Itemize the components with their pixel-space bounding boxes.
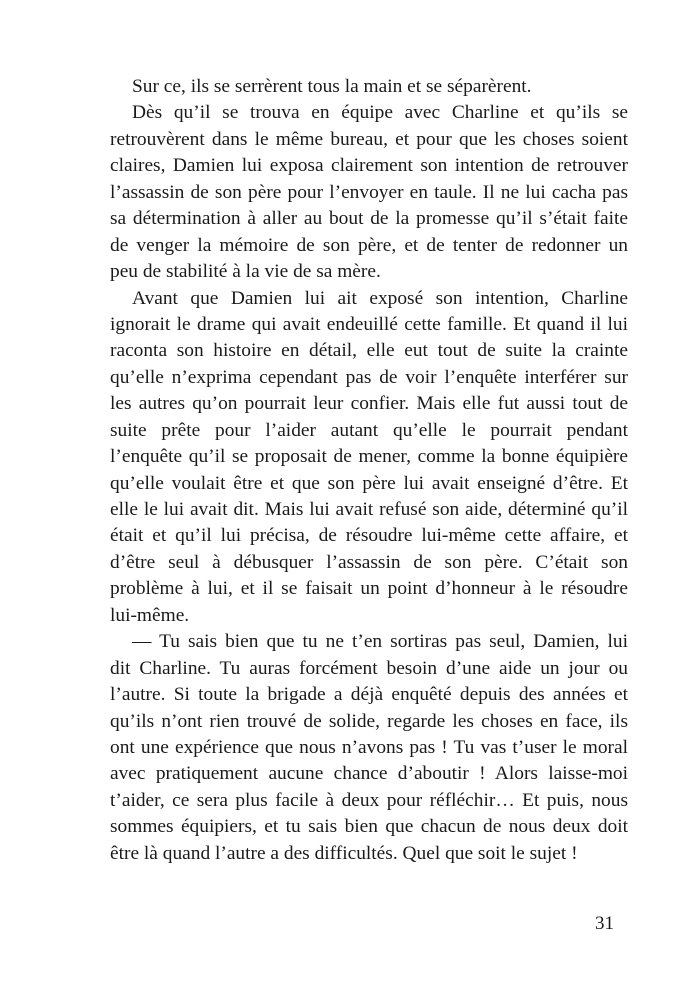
text-line: avec pratiquement aucune chance d’aboutir ! Alors laisse-moi [110, 763, 628, 785]
text-line: suite prête pour l’aider autant qu’elle le pourrait pendant [110, 419, 628, 441]
text-line: elle le lui avait dit. Mais lui avait refusé son aide, déterminé qu’il [110, 499, 628, 520]
text-line: dit Charline. Tu auras forcément besoin d’une aide un jour ou [110, 657, 628, 679]
text-line: les autres qu’on pourrait leur confier. Mais elle fut aussi tout de [110, 393, 628, 415]
text-line: claires, Damien lui exposa clairement son intention de retrouver [110, 155, 628, 177]
text-line: ont une expérience que nous n’avons pas ! Tu vas t’user le moral [110, 736, 628, 758]
text-line: raconta son histoire en détail, elle eut tout de suite la crainte [110, 340, 628, 362]
text-line: lui-même. [110, 604, 190, 626]
text-line: Avant que Damien lui ait exposé son intention, Charline [132, 287, 628, 309]
page-number: 31 [595, 913, 614, 934]
paragraph-3 [110, 286, 628, 630]
text-line: sa détermination à aller au bout de la promesse qu’il s’était faite [110, 208, 628, 230]
text-line: peu de stabilité à la vie de sa mère. [110, 261, 381, 283]
text-line: — Tu sais bien que tu ne t’en sortiras pas seul, Damien, lui [132, 631, 628, 653]
text-line: qu’ils n’ont rien trouvé de solide, regarde les choses en face, ils [110, 710, 628, 732]
text-line: était et qu’il lui précisa, de résoudre lui-même cette affaire, et [110, 525, 628, 547]
paragraph-4-dialogue [110, 629, 628, 867]
text-line: qu’elle n’exprima cependant pas de voir l’enquête interférer sur [110, 366, 628, 388]
text-line: l’enquête qu’il se proposait de mener, comme la bonne équipière [110, 446, 628, 468]
text-line: l’assassin de son père pour l’envoyer en taule. Il ne lui cacha pas [110, 181, 628, 203]
text-line: l’autre. Si toute la brigade a déjà enquêté depuis des années et [110, 684, 628, 706]
body-text [110, 74, 628, 867]
text-line: être là quand l’autre a des difficultés. Quel que soit le sujet ! [110, 842, 578, 864]
text-line: d’être seul à débusquer l’assassin de son père. C’était son [110, 551, 628, 573]
text-line: ignorait le drame qui avait endeuillé cette famille. Et quand il lui [110, 313, 628, 335]
text-line: retrouvèrent dans le même bureau, et pour que les choses soient [110, 128, 628, 150]
text-line: qu’elle voulait être et que son père lui avait enseigné d’être. Et [110, 472, 628, 494]
text-line: sommes équipiers, et tu sais bien que chacun de nous deux doit [110, 816, 628, 838]
paragraph-2 [110, 100, 628, 285]
text-line: Dès qu’il se trouva en équipe avec Charline et qu’ils se [132, 102, 628, 124]
text-line: de venger la mémoire de son père, et de tenter de redonner un [110, 234, 628, 256]
text-line: t’aider, ce sera plus facile à deux pour réfléchir… Et puis, nous [110, 789, 628, 811]
text-line: problème à lui, et il se faisait un point d’honneur à le résoudre [110, 578, 628, 600]
text-line: Sur ce, ils se serrèrent tous la main et se séparèrent. [132, 76, 532, 97]
paragraph-1 [110, 74, 628, 100]
